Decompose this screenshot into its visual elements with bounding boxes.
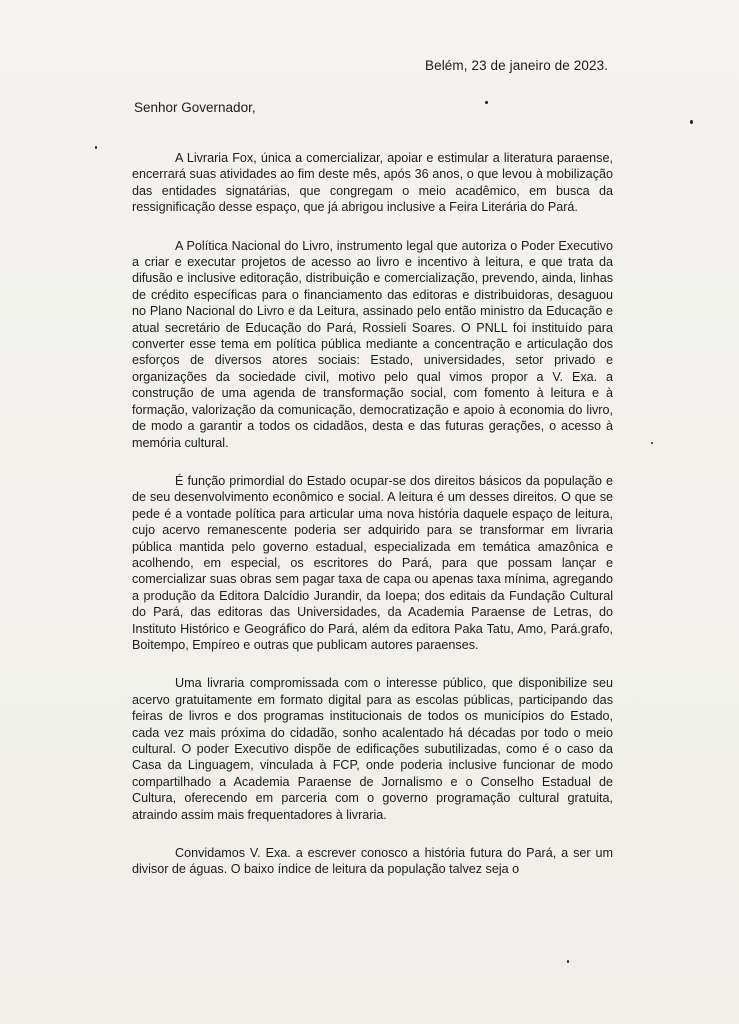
letter-body bbox=[132, 150, 613, 900]
paragraph-livraria-fox: A Livraria Fox, única a comercializar, apoiar e estimular a literatura paraense, encerrará suas atividades ao fim deste mês, após 36 anos, o que levou à mobilização das entidades signatárias, que congregam o meio acadêmico, em busca da ressignificação desse espaço, que já abrigou inclusive a Feira Literária do Pará. bbox=[132, 151, 613, 215]
paragraph-funcao-estado: É função primordial do Estado ocupar-se dos direitos básicos da população e de seu desenvolvimento econômico e social. A leitura é um desses direitos. O que se pede é a vontade política para articular uma nova história daquele espaço de leitura, cujo acervo remanescente poderia ser adquirido para se transformar em livraria pública mantida pelo governo estadual, especializada em temática amazônica e acolhendo, em especial, os escritores do Pará, para que possam lançar e comercializar suas obras sem pagar taxa de capa ou apenas taxa mínima, agregando a produção da Editora Dalcídio Jurandir, da Ioepa; dos editais da Fundação Cultural do Pará, das editoras das Universidades, da Academia Paraense de Letras, do Instituto Histórico e Geográfico do Pará, além da editora Paka Tatu, Amo, Pará.grafo, Boitempo, Empíreo e outras que publicam autores paraenses. bbox=[132, 473, 613, 652]
paragraph-livraria-publica: Uma livraria compromissada com o interesse público, que disponibilize seu acervo gratuitamente em formato digital para as escolas públicas, participando das feiras de livros e dos programas institucionais de todos os municípios do Estado, cada vez mais próxima do cidadão, sonho acalentado há décadas por todo o meio cultural. O poder Executivo dispõe de edificações subutilizadas, como é o caso da Casa da Linguagem, vinculada à FCP, onde poderia inclusive funcionar de modo compartilhado a Academia Paraense de Jornalismo e o Conselho Estadual de Cultura, oferecendo em parceria com o governo programação cultural gratuita, atraindo assim mais frequentadores à livraria. bbox=[132, 676, 613, 822]
paragraph-politica-nacional: A Política Nacional do Livro, instrumento legal que autoriza o Poder Executivo a criar e executar projetos de acesso ao livro e incentivo à leitura, e que trata da difusão e inclusive editoração, distribuição e comercialização, prevendo, ainda, linhas de crédito específicas para o financiamento das editoras e distribuidoras, desaguou no Plano Nacional do Livro e da Leitura, assinado pelo então ministro da Educação e atual secretário de Educação do Pará, Rossieli Soares. O PNLL foi instituído para converter esse tema em política pública mediante a concentração e articulação dos esforços de diversos atores sociais: Estado, universidades, setor privado e organizações da sociedade civil, motivo pelo qual vimos propor a V. Exa. a construção de uma agenda de transformação social, com fomento à leitura e à formação, valorização da comunicação, democratização e apoio à economia do livro, de modo a garantir a todos os cidadãos, desta e das futuras gerações, o acesso à memória cultural. bbox=[132, 238, 613, 450]
scan-speck bbox=[651, 442, 653, 444]
letter-date: Belém, 23 de janeiro de 2023. bbox=[425, 58, 609, 73]
paragraph-convite: Convidamos V. Exa. a escrever conosco a história futura do Pará, a ser um divisor de águas. O baixo índice de leitura da população talvez seja o bbox=[132, 846, 613, 877]
scan-speck bbox=[567, 960, 569, 963]
scan-speck bbox=[690, 120, 693, 124]
scan-speck bbox=[95, 146, 97, 149]
salutation: Senhor Governador, bbox=[134, 100, 256, 115]
scan-speck bbox=[485, 101, 488, 104]
